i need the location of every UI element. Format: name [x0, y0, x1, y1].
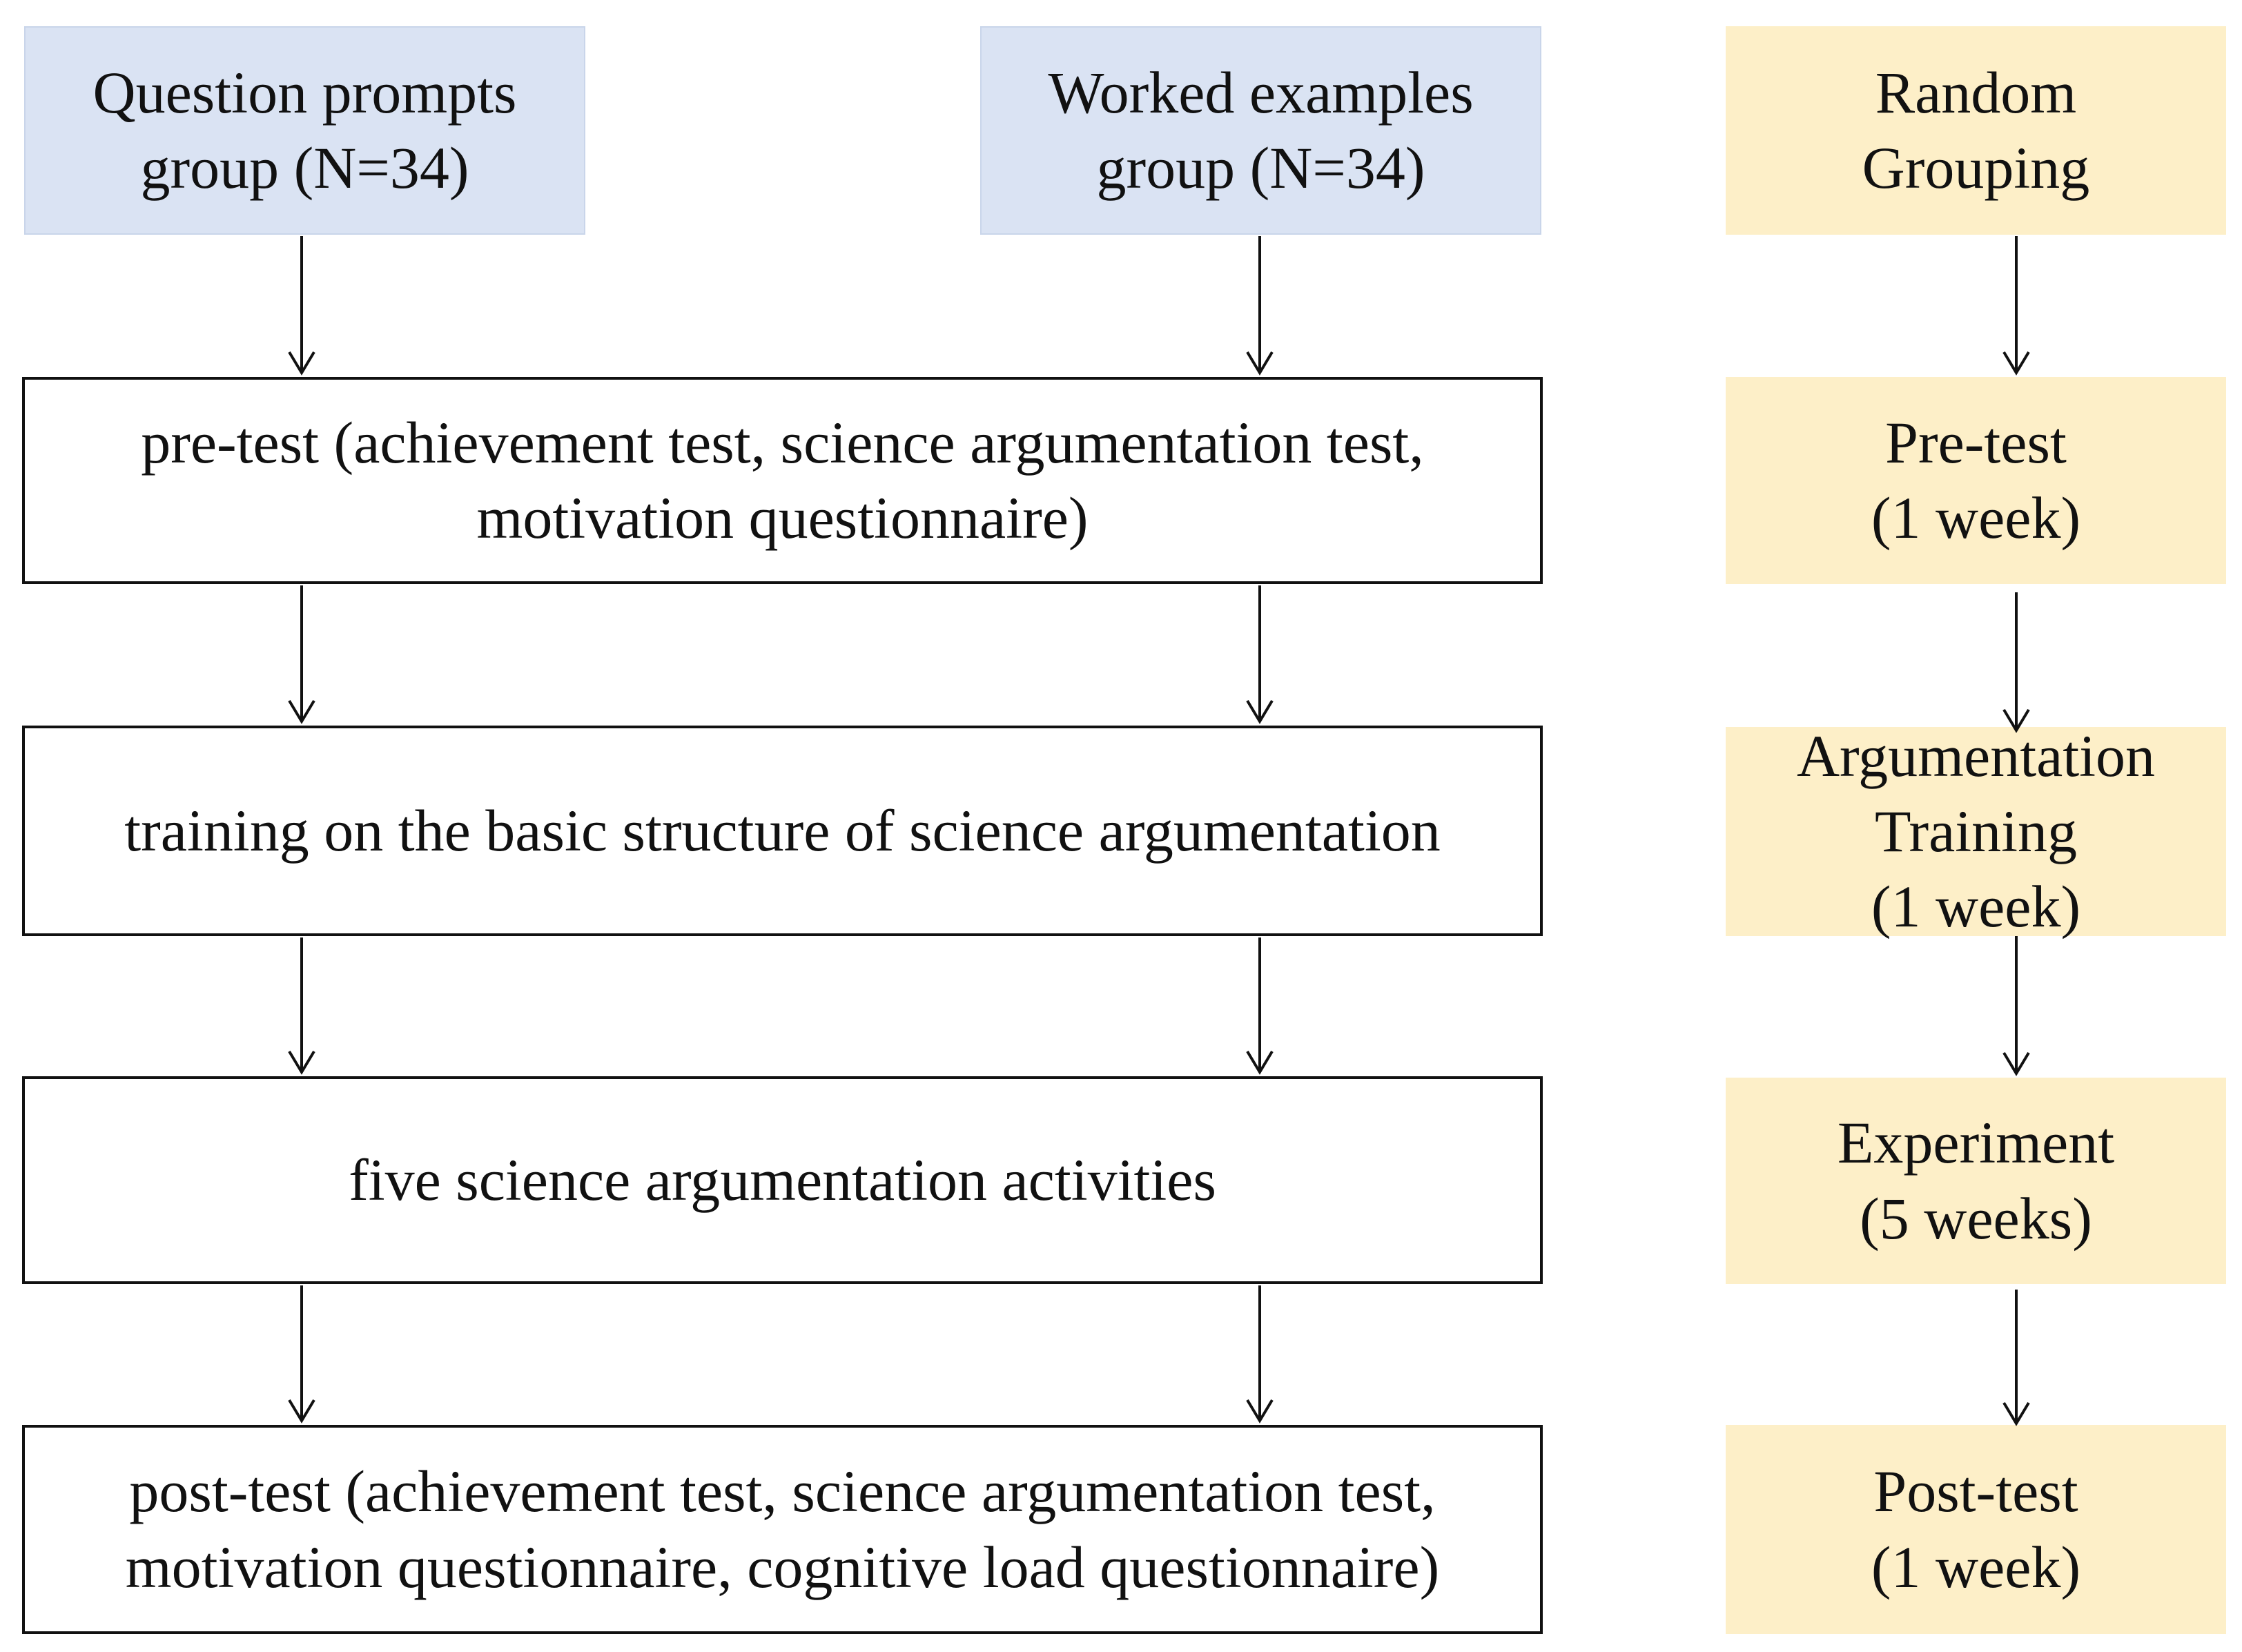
- arrow-middle-4: [1247, 1285, 1272, 1421]
- arrow-left-3: [289, 937, 314, 1072]
- argumentation-training-phase-label: Argumentation Training (1 week): [1796, 722, 2156, 940]
- pretest-phase-label: Pre-test (1 week): [1871, 409, 2081, 551]
- arrow-right-1: [2004, 236, 2029, 373]
- arrow-right-2: [2004, 592, 2029, 730]
- posttest-step-label: post-test (achievement test, science argumentation test, motivation questionnaire, cognitive load questionnaire): [125, 1458, 1440, 1600]
- activities-step-label: five science argumentation activities: [349, 1146, 1216, 1213]
- question-prompts-group-label: Question prompts group (N=34): [92, 59, 517, 201]
- experiment-phase-label: Experiment (5 weeks): [1837, 1109, 2115, 1252]
- arrow-right-4: [2004, 1290, 2029, 1423]
- arrow-middle-1: [1247, 236, 1272, 373]
- arrow-left-4: [289, 1285, 314, 1421]
- arrow-left-1: [289, 236, 314, 373]
- arrow-right-3: [2004, 936, 2029, 1073]
- random-grouping-label: Random Grouping: [1862, 59, 2090, 201]
- arrow-middle-3: [1247, 937, 1272, 1072]
- training-step-label: training on the basic structure of science argumentation: [124, 797, 1441, 864]
- worked-examples-group-label: Worked examples group (N=34): [1048, 59, 1474, 201]
- posttest-phase-label: Post-test (1 week): [1871, 1458, 2081, 1600]
- arrow-middle-2: [1247, 585, 1272, 721]
- pretest-step-label: pre-test (achievement test, science argumentation test, motivation questionnaire): [141, 409, 1424, 551]
- arrow-left-2: [289, 585, 314, 721]
